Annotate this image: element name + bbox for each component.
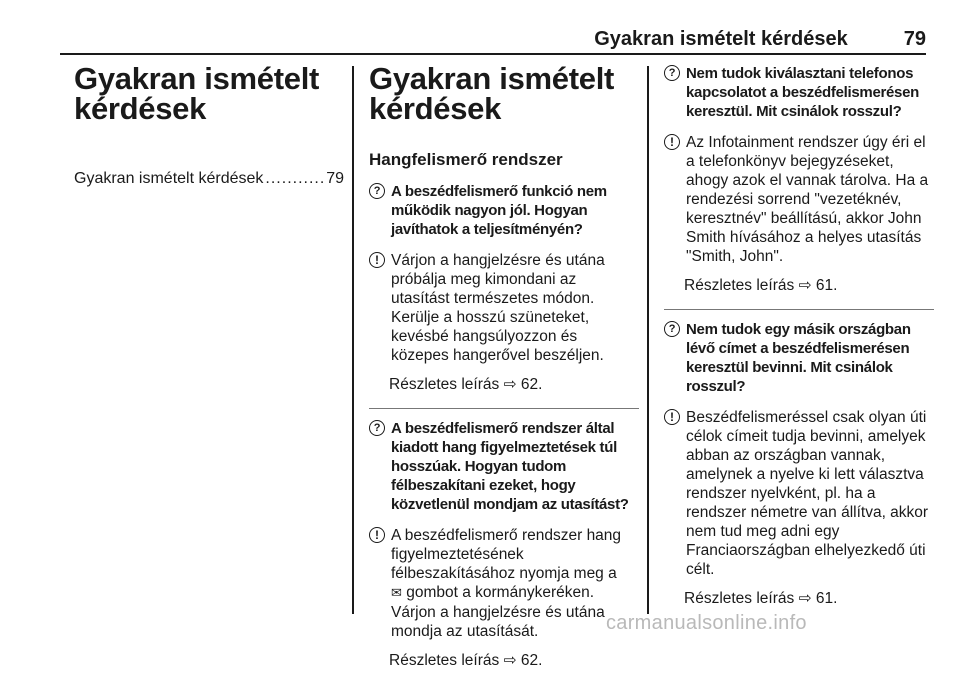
- section-title: Gyakran ismételt kérdések: [369, 61, 615, 126]
- exclamation-icon: !: [664, 409, 680, 425]
- toc-label: Gyakran ismételt kérdések: [74, 170, 264, 187]
- watermark: carmanualsonline.info: [606, 612, 807, 634]
- answer-block: [664, 408, 934, 579]
- answer-block: [369, 251, 639, 365]
- answer-block: [664, 133, 934, 266]
- separator: [369, 408, 639, 409]
- reference-link[interactable]: Részletes leírás ⇨ 62.: [389, 376, 543, 393]
- column-divider-2: [647, 66, 649, 614]
- chapter-column: [74, 61, 344, 188]
- toc-entry[interactable]: [74, 170, 344, 188]
- answer-block: [369, 526, 639, 641]
- subsection-heading: Hangfelismerő rendszer: [369, 150, 563, 169]
- reference-link[interactable]: Részletes leírás ⇨ 62.: [389, 652, 543, 669]
- page-header: [60, 28, 926, 51]
- question-icon: ?: [369, 183, 385, 199]
- question-block: [369, 419, 639, 514]
- chapter-title: Gyakran ismételt kérdések: [74, 61, 320, 126]
- exclamation-icon: !: [664, 134, 680, 150]
- answer-text: Beszédfelismeréssel csak olyan úti célok címeit tudja bevinni, amelyek abban az országban vannak, amelynek a nyelve ki lett választva rendszer nyelvként, pl. ha a rendszer németre van állítva, akkor nem tud meg adni egy Franciaországban elhelyezkedő úti célt.: [686, 409, 929, 578]
- column-divider-1: [352, 66, 354, 614]
- reference-link[interactable]: Részletes leírás ⇨ 61.: [684, 590, 838, 607]
- toc-leader: [265, 170, 324, 188]
- question-block: [664, 320, 934, 396]
- question-icon: ?: [664, 321, 680, 337]
- question-icon: ?: [664, 65, 680, 81]
- question-icon: ?: [369, 420, 385, 436]
- separator: [664, 309, 934, 310]
- header-title: Gyakran ismételt kérdések: [594, 28, 848, 50]
- answer-text-post: gombot a kormánykeréken. Várjon a hangjelzésre és utána mondja az utasítását.: [391, 584, 605, 640]
- question-text: A beszédfelismerő rendszer által kiadott hang figyelmeztetések túl hosszúak. Hogyan tudom félbeszakítani ezeket, hogy közvetlenül mondjam az utasítást?: [391, 420, 629, 513]
- exclamation-icon: !: [369, 252, 385, 268]
- question-block: [664, 64, 934, 121]
- answer-text: Várjon a hangjelzésre és utána próbálja meg kimondani az utasítást természetes módon. Kerülje a hosszú szüneteket, kevésbé hangsúlyozzon és közepes hangerővel beszéljen.: [391, 252, 605, 364]
- exclamation-icon: !: [369, 527, 385, 543]
- question-block: [369, 182, 639, 239]
- question-text: Nem tudok kiválasztani telefonos kapcsolatot a beszédfelismerésen keresztül. Mit csinálok rosszul?: [686, 65, 920, 120]
- header-rule: [60, 53, 926, 55]
- question-text: Nem tudok egy másik országban lévő címet a beszédfelismerésen keresztül bevinni. Mit csinálok rosszul?: [686, 321, 911, 395]
- question-text: A beszédfelismerő funkció nem működik nagyon jól. Hogyan javíthatok a teljesítményén?: [391, 183, 607, 238]
- content-column-2: [664, 64, 934, 622]
- page-number: 79: [903, 28, 926, 50]
- answer-text: Az Infotainment rendszer úgy éri el a telefonkönyv bejegyzéseket, ahogy azok el vannak tárolva. Ha a rendezési sorrend "vezetéknév, keresztnév" beállítású, akkor John Smith hívásához a helyes utasítás "Smith, John".: [686, 134, 929, 265]
- reference-link[interactable]: Részletes leírás ⇨ 61.: [684, 277, 838, 294]
- toc-page: 79: [326, 170, 344, 187]
- phone-button-icon: ✉: [391, 586, 402, 601]
- answer-text-pre: A beszédfelismerő rendszer hang figyelmeztetésének félbeszakításához nyomja meg a: [391, 527, 622, 582]
- answer-text: [391, 526, 639, 641]
- content-column-1: [369, 61, 639, 684]
